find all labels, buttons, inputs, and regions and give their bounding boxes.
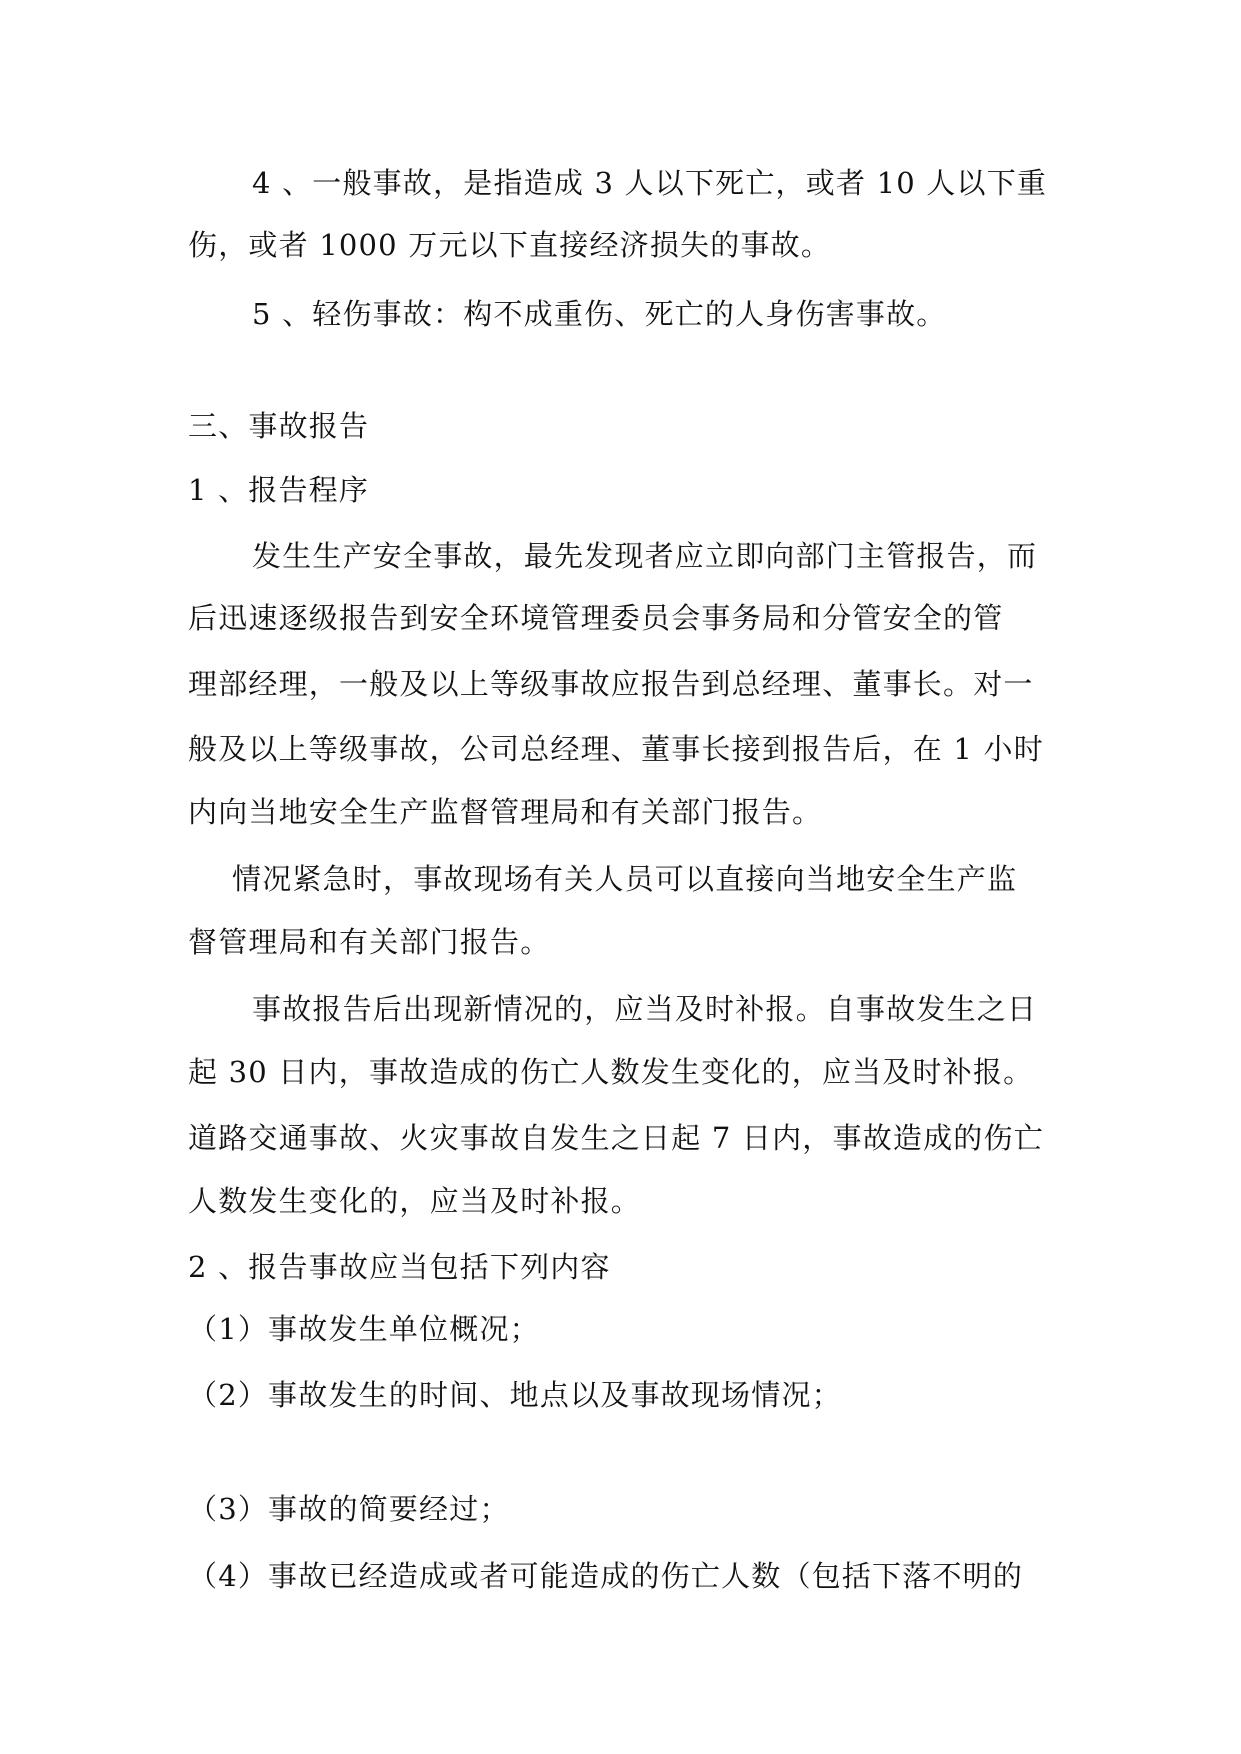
item5-line1: 5 、轻伤事故：构不成重伤、死亡的人身伤害事故。 bbox=[252, 297, 947, 331]
section3-heading: 三、事故报告 bbox=[188, 409, 370, 443]
para3-line1: 事故报告后出现新情况的，应当及时补报。自事故发生之日 bbox=[252, 992, 1038, 1026]
para1-line1: 发生生产安全事故，最先发现者应立即向部门主管报告，而 bbox=[252, 539, 1038, 573]
para2-line1: 情况紧急时，事故现场有关人员可以直接向当地安全生产监 bbox=[232, 862, 1018, 896]
item4-line1: 4 、一般事故，是指造成 3 人以下死亡，或者 10 人以下重 bbox=[252, 166, 1048, 200]
para3-line3: 道路交通事故、火灾事故自发生之日起 7 日内，事故造成的伤亡 bbox=[188, 1121, 1044, 1155]
para1-line5: 内向当地安全生产监督管理局和有关部门报告。 bbox=[188, 795, 823, 829]
para3-line2: 起 30 日内，事故造成的伤亡人数发生变化的，应当及时补报。 bbox=[188, 1055, 1034, 1089]
para2-line2: 督管理局和有关部门报告。 bbox=[188, 925, 551, 959]
list-item-1: （1）事故发生单位概况； bbox=[188, 1312, 540, 1346]
para1-line2: 后迅速逐级报告到安全环境管理委员会事务局和分管安全的管 bbox=[188, 601, 1004, 635]
para1-line3: 理部经理，一般及以上等级事故应报告到总经理、董事长。对一 bbox=[188, 667, 1034, 701]
list-item-3: （3）事故的简要经过； bbox=[188, 1492, 510, 1526]
list-item-2: （2）事故发生的时间、地点以及事故现场情况； bbox=[188, 1378, 842, 1412]
sub1-heading: 1 、报告程序 bbox=[188, 473, 370, 507]
sub2-heading: 2 、报告事故应当包括下列内容 bbox=[188, 1250, 611, 1284]
para3-line4: 人数发生变化的，应当及时补报。 bbox=[188, 1184, 642, 1218]
para1-line4: 般及以上等级事故，公司总经理、董事长接到报告后，在 1 小时 bbox=[188, 732, 1044, 766]
list-item-4: （4）事故已经造成或者可能造成的伤亡人数（包括下落不明的 bbox=[188, 1559, 1024, 1593]
item4-line2: 伤，或者 1000 万元以下直接经济损失的事故。 bbox=[188, 228, 832, 262]
